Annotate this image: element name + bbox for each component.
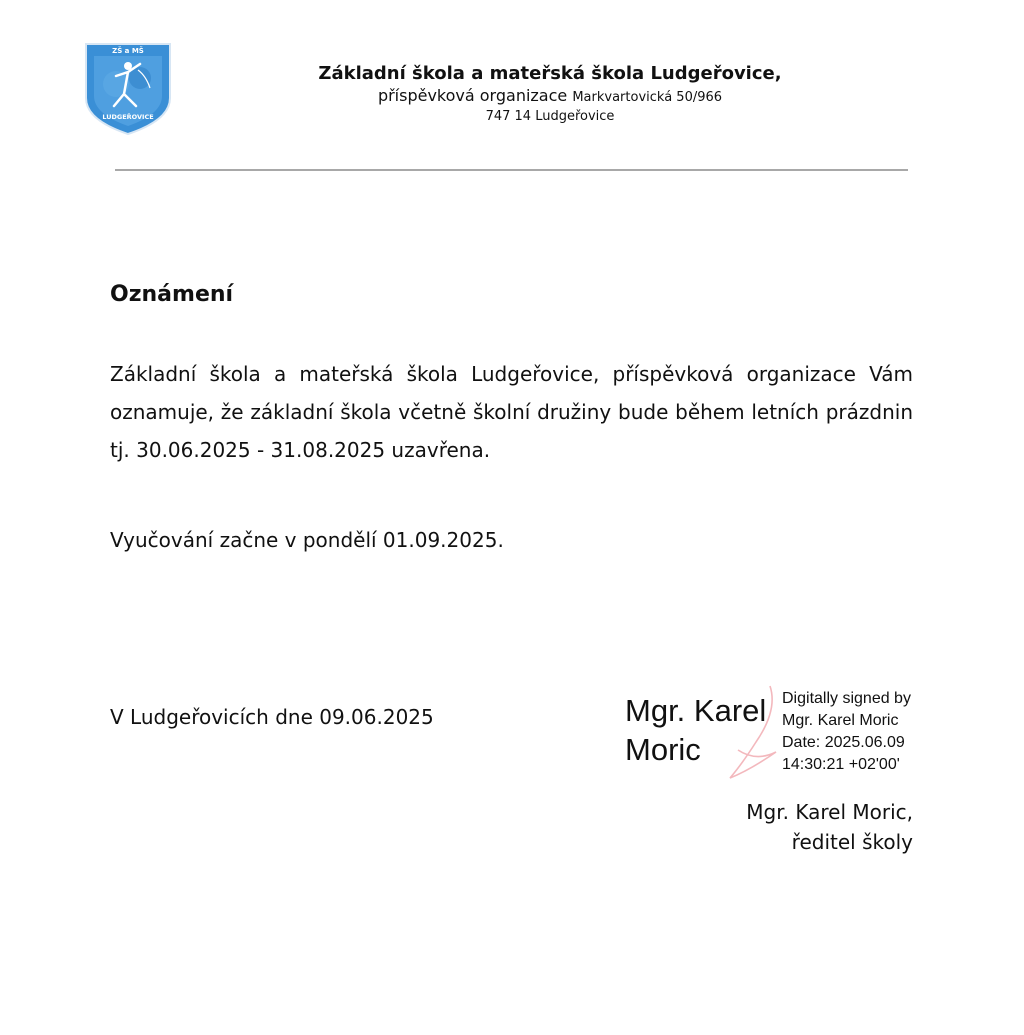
- signer-block: [746, 797, 913, 857]
- org-type: příspěvková organizace: [377, 86, 568, 105]
- letterhead: [230, 62, 870, 125]
- header-divider: [115, 169, 908, 171]
- logo-top-text: ZŠ a MŠ: [112, 47, 144, 55]
- city-address: 747 14 Ludgeřovice: [485, 109, 615, 124]
- street-address: Markvartovická 50/966: [572, 90, 723, 105]
- announcement-paragraph: Základní škola a mateřská škola Ludgeřovice, příspěvková organizace Vám oznamuje, že základní škola včetně školní družiny bude během letních prázdnin tj. 30.06.2025 - 31.08.2025 uzavřena.: [110, 362, 913, 462]
- signer-name: Mgr. Karel Moric,: [746, 800, 913, 824]
- signature-name-line2: Moric: [625, 732, 701, 767]
- place-date: V Ludgeřovicích dne 09.06.2025: [110, 705, 434, 729]
- signature-name-line1: Mgr. Karel: [625, 693, 767, 728]
- signer-role: ředitel školy: [791, 830, 913, 854]
- school-start-paragraph: Vyučování začne v pondělí 01.09.2025.: [110, 528, 504, 552]
- signature-detail-line: 14:30:21 +02'00': [782, 756, 900, 773]
- school-name: Základní škola a mateřská škola Ludgeřovice,: [318, 63, 782, 84]
- logo-bottom-text: LUDGEŘOVICE: [102, 113, 154, 121]
- school-logo: [80, 40, 176, 136]
- signature-detail-line: Mgr. Karel Moric: [782, 712, 899, 729]
- page-title: Oznámení: [110, 282, 234, 307]
- signature-detail-line: Date: 2025.06.09: [782, 734, 905, 751]
- signature-mark-icon: [716, 680, 790, 790]
- school-org-line: [230, 86, 870, 108]
- digital-signature-details: [782, 688, 911, 776]
- signature-detail-line: Digitally signed by: [782, 690, 911, 707]
